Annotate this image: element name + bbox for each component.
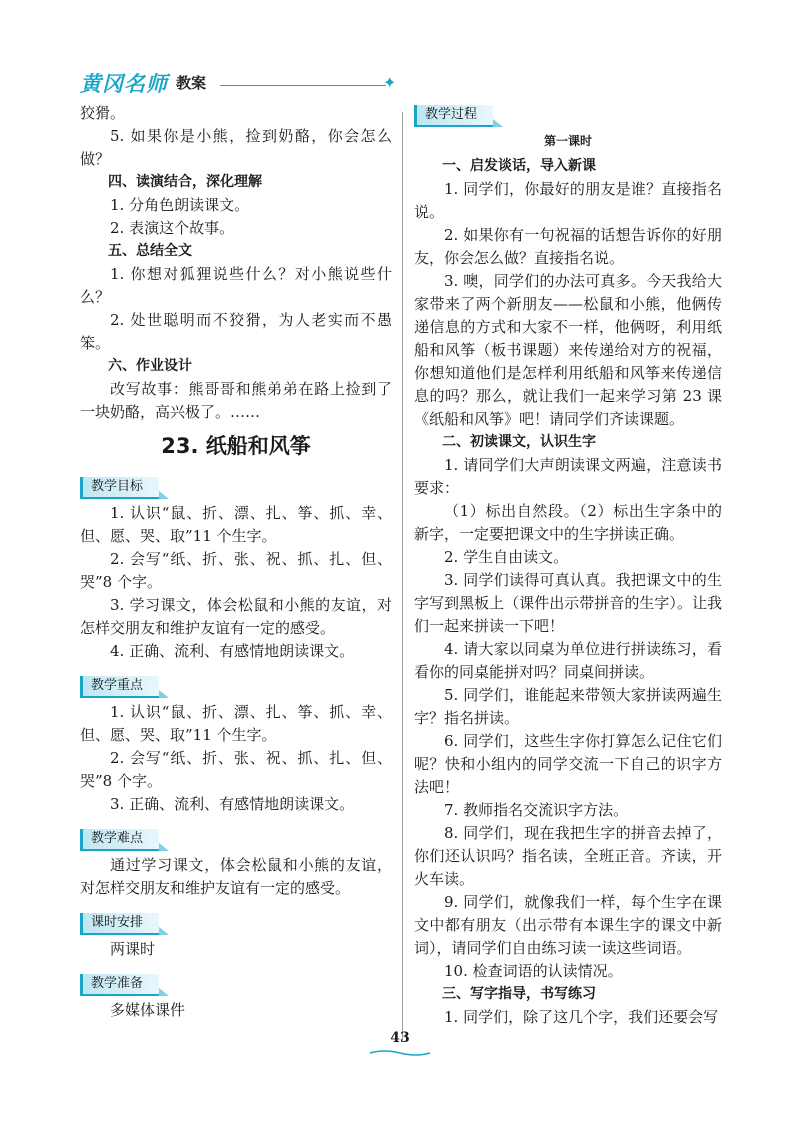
period-title: 第一课时 [543,134,592,148]
page-number: 43 [390,1030,410,1046]
section-tag-difficulties: 教学难点 [80,829,159,851]
column-divider [402,112,403,1040]
section-tag-key-points: 教学重点 [80,676,159,698]
section-heading: 六、作业设计 [108,358,192,374]
goal-item: 3. 学习课文，体会松鼠和小熊的友谊，对怎样交朋友和维护友谊有一定的感受。 [80,596,392,637]
goal-item: 4. 正确、流利、有感情地朗读课文。 [110,642,355,660]
page-header [80,68,500,98]
left-column [80,102,392,1022]
section-heading: 三、写字指导，书写练习 [442,986,596,1002]
process-step: 1. 同学们，除了这几个字，我们还要会写 [444,1008,719,1026]
process-step: 2. 如果你有一句祝福的话想告诉你的好朋友，你会怎么做？直接指名说。 [414,226,722,267]
right-column [414,102,722,1029]
key-point-item: 3. 正确、流利、有感情地朗读课文。 [110,795,355,813]
process-step: 6. 同学们，这些生字你打算怎么记住它们呢？快和小组内的同学交流一下自己的识字方法吧！ [414,732,722,796]
lesson-title: 23. 纸船和风筝 [161,434,311,458]
brand-logo: 黄冈名师 [80,72,168,96]
process-step: 9. 同学们，就像我们一样，每个生字在课文中都有朋友（出示带有本课生字的课文中新词），请同学们自由练习读一读这些词语。 [414,893,722,957]
difficult-tag-wrap [80,826,392,848]
section-tag-preparation: 教学准备 [80,974,159,996]
goal-item: 1. 认识“鼠、折、漂、扎、筝、抓、幸、但、愿、哭、取”11 个生字。 [80,504,392,545]
goals-tag-wrap [80,474,392,496]
process-step: 3. 噢，同学们的办法可真多。今天我给大家带来了两个新朋友——松鼠和小熊，他俩传递信息的方式和大家不一样，他俩呀，利用纸船和风筝（板书课题）来传递给对方的祝福，你想知道他们是怎样利用纸船和风筝来传递信息的吗？那么，就让我们一起来学习第 23 课《纸船和风筝》吧！请同学们齐读课题。 [414,272,722,428]
text-line: 1. 分角色朗读课文。 [110,196,250,214]
section-heading: 四、读演结合，深化理解 [108,174,262,190]
process-step: 8. 同学们，现在我把生字的拼音去掉了，你们还认识吗？指名读，全班正音。齐读，开火车读。 [414,824,722,888]
text-line: 改写故事：熊哥哥和熊弟弟在路上捡到了一块奶酪，高兴极了。…… [80,380,392,421]
header-rule [220,85,386,86]
sparkle-icon: ✦ [383,73,397,92]
section-heading: 二、初读课文，认识生字 [442,434,596,450]
text-line: 2. 处世聪明而不狡猾，为人老实而不愚笨。 [80,311,392,352]
text-line: 5. 如果你是小熊，捡到奶酪，你会怎么做？ [80,127,392,168]
text-line: 2. 表演这个故事。 [110,219,235,237]
schedule-text: 两课时 [110,940,156,958]
prep-tag-wrap [80,971,392,993]
page-number-ornament [368,1049,432,1057]
process-step: 1. 同学们，你最好的朋友是谁？直接指名说。 [414,180,722,221]
text-line: 狡猾。 [80,104,126,122]
process-step: （1）标出自然段。（2）标出生字条中的新字，一定要把课文中的生字拼读正确。 [414,502,722,543]
process-step: 7. 教师指名交流识字方法。 [444,801,629,819]
section-tag-process: 教学过程 [414,105,493,127]
process-step: 2. 学生自由读文。 [444,548,569,566]
preparation-text: 多媒体课件 [110,1001,186,1019]
process-step: 5. 同学们，谁能起来带领大家拼读两遍生字？指名拼读。 [414,686,722,727]
key-point-item: 1. 认识“鼠、折、漂、扎、筝、抓、幸、但、愿、哭、取”11 个生字。 [80,703,392,744]
schedule-tag-wrap [80,910,392,932]
key-tag-wrap [80,673,392,695]
section-heading: 一、启发谈话，导入新课 [442,158,596,174]
goal-item: 2. 会写“纸、折、张、祝、抓、扎、但、哭”8 个字。 [80,550,392,591]
text-line: 1. 你想对狐狸说些什么？对小熊说些什么？ [80,265,392,306]
key-point-item: 2. 会写“纸、折、张、祝、抓、扎、但、哭”8 个字。 [80,749,392,790]
process-tag-wrap [414,102,722,124]
section-tag-goals: 教学目标 [80,477,159,499]
process-step: 10. 检查词语的认读情况。 [444,962,623,980]
section-heading: 五、总结全文 [108,243,192,259]
process-step: 4. 请大家以同桌为单位进行拼读练习，看看你的同桌能拼对吗？同桌间拼读。 [414,640,722,681]
section-tag-schedule: 课时安排 [80,913,159,935]
process-step: 1. 请同学们大声朗读课文两遍，注意读书要求： [414,456,722,497]
difficulty-text: 通过学习课文，体会松鼠和小熊的友谊，对怎样交朋友和维护友谊有一定的感受。 [80,856,392,897]
brand-subtitle: 教案 [176,74,207,92]
process-step: 3. 同学们读得可真认真。我把课文中的生字写到黑板上（课件出示带拼音的生字）。让我们一起来拼读一下吧！ [414,571,722,635]
